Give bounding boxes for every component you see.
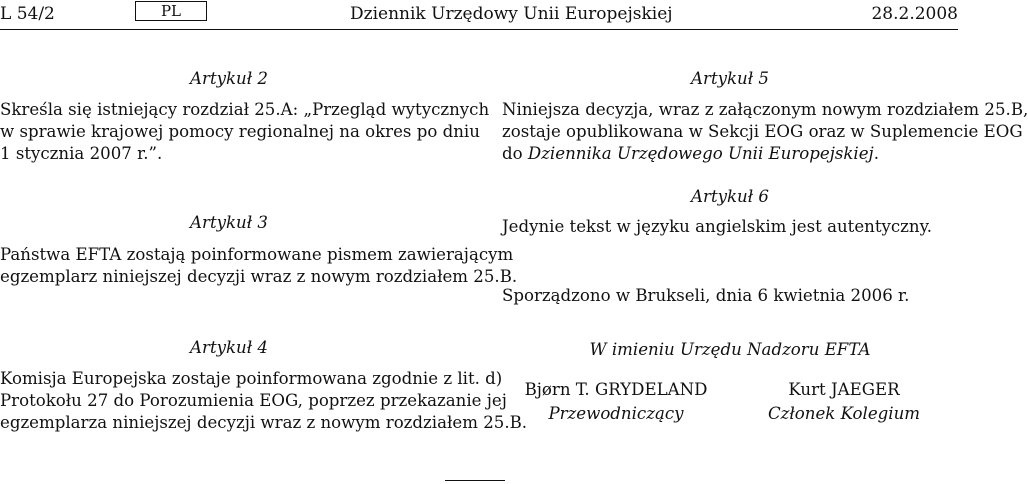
signatory-name: Kurt JAEGER xyxy=(788,380,900,399)
journal-title: Dziennik Urzędowy Unii Europejskiej xyxy=(350,4,673,24)
article-3-title: Artykuł 3 xyxy=(190,213,268,232)
article-4-line: Komisja Europejska zostaje poinformowana zgodnie z lit. d) xyxy=(0,369,503,388)
done-at-text: Sporządzono w Brukseli, dnia 6 kwietnia 2006 r. xyxy=(502,286,910,305)
article-2-line: w sprawie krajowej pomocy regionalnej na okres po dniu xyxy=(0,122,480,141)
article-5-line: Niniejsza decyzja, wraz z załączonym nowym rozdziałem 25.B, xyxy=(502,100,1028,119)
done-at-line xyxy=(502,285,958,307)
article-4-title: Artykuł 4 xyxy=(190,338,268,357)
publication-date: 28.2.2008 xyxy=(871,4,958,24)
article-4-text xyxy=(0,368,528,434)
article-6-line: Jedynie tekst w języku angielskim jest autentyczny. xyxy=(502,217,933,236)
signatory-role: Członek Kolegium xyxy=(767,404,921,423)
article-4-line: egzemplarza niniejszej decyzji wraz z nowym rozdziałem 25.B. xyxy=(0,413,528,432)
signatory-name: Bjørn T. GRYDELAND xyxy=(524,380,708,399)
article-6-text xyxy=(502,216,958,238)
article-3-line: Państwa EFTA zostają poinformowane pismem zawierającym xyxy=(0,245,514,264)
signatory-role: Przewodniczący xyxy=(548,404,684,423)
article-2-title: Artykuł 2 xyxy=(190,69,268,88)
page-reference: L 54/2 xyxy=(0,4,55,24)
article-5-text xyxy=(502,99,1028,165)
journal-name-italic: Dziennika Urzędowego Unii Europejskiej xyxy=(527,144,874,163)
article-5-suffix: . xyxy=(873,144,879,163)
article-2-line: Skreśla się istniejący rozdział 25.A: „Przegląd wytycznych xyxy=(0,100,490,119)
article-3-line: egzemplarz niniejszej decyzji wraz z nowym rozdziałem 25.B. xyxy=(0,267,518,286)
article-5-line xyxy=(502,143,958,165)
article-5-title: Artykuł 5 xyxy=(691,69,769,88)
article-6-title: Artykuł 6 xyxy=(691,187,769,206)
article-5-prefix: do xyxy=(502,144,528,163)
article-2-text xyxy=(0,99,490,165)
article-4-line: Protokołu 27 do Porozumienia EOG, poprzez przekazanie jej xyxy=(0,391,507,410)
article-5-line: zostaje opublikowana w Sekcji EOG oraz w Suplemencie EOG xyxy=(502,122,1023,141)
authority-line: W imieniu Urzędu Nadzoru EFTA xyxy=(589,340,871,359)
article-3-text xyxy=(0,244,518,288)
header-divider xyxy=(0,29,958,30)
article-2-line: 1 stycznia 2007 r.”. xyxy=(0,144,163,163)
bottom-rule xyxy=(445,480,505,481)
language-badge: PL xyxy=(135,1,207,21)
